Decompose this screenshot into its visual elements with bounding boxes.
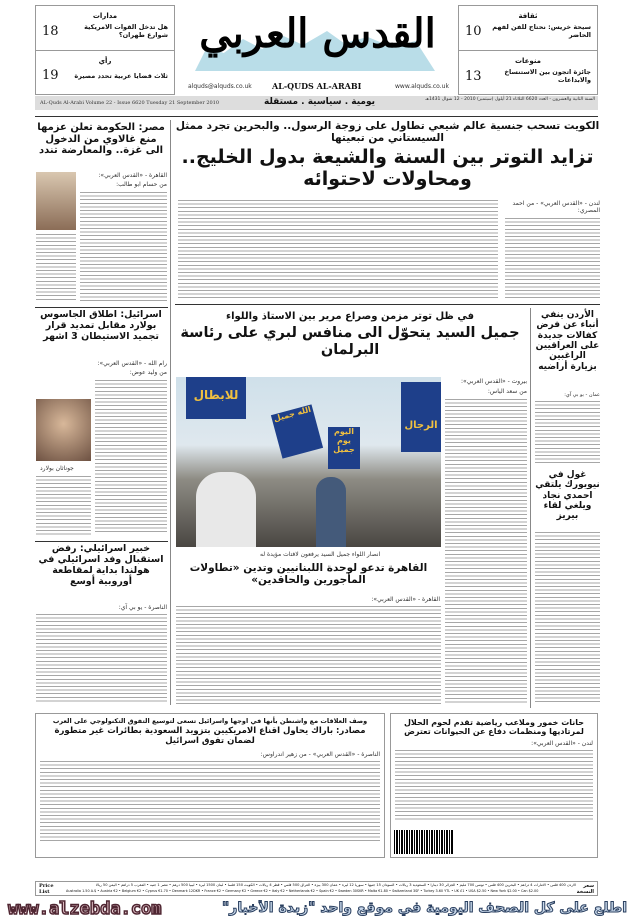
halal-story[interactable]: حانات خمور وملاعب رياضية تقدم لحوم الحلال لمرتاديها ومنظمات دفاع عن الحيوانات تعترض لندن - «القدس العربي»: — [390, 713, 598, 858]
teaser-opinion[interactable]: رأي 19 ثلاث قضايا عربية تحدد مصيرة — [42, 57, 168, 83]
banner-text[interactable]: اطلع على كل الصحف اليومية في موقع واحد "زبدة الأخبار" — [221, 900, 627, 916]
pollard-photo — [36, 399, 91, 461]
logo: القدس العربي — [180, 3, 455, 79]
teasers-right — [458, 5, 598, 95]
email-link[interactable]: alquds@alquds.co.uk — [188, 83, 252, 90]
lebanon-photo: للابطال الله جميل اليوم يوم جميل الرجال — [176, 377, 441, 547]
teaser-culture[interactable]: ثقافة 10 سيحة خريس: نحتاج للفن لفهم الحاضر — [459, 6, 597, 51]
barak-story[interactable]: وصف العلاقات مع واشنطن بأنها في اوجها واسرائيل تسعى لتوسيع التفوق التكنولوجي على العرب مصادر: باراك يحاول اقناع الامريكيين بتزويد السعودية بطائرات غير متطورة لضمان تفوق اسرائيل الناصرة - «القدس العربي» - من زهير اندراوس: — [35, 713, 385, 858]
rule — [35, 116, 598, 117]
logo-english: AL-QUDS AL-ARABI — [272, 81, 362, 91]
price-list: Price List الاردن 400 فلس • الامارات 4 دراهم • البحرين 400 فلس • تونس 700 مليم • الجزائر 30 دينارا • السعودية 3 ريالات • السودان 15 جنيها • سوريا 12 ليرة • عمان 300 بيزة • العراق 500 فلس • قطر 4 ريالات • الكويت 150 فلسا • لبنان 1500 ليرة • ليبيا 500 درهم • مصر 1 جنيه • المغرب 5 دراهم • اليمن 50 ريالا Australia 1.50 A.$ • Austria €2 • Belgium €2 • Cyprus €1.70 • Denmark 12DKR • France €2 • Germany €2 • Greece €2 • Italy €2 • Netherlands €2 • Spain €2 • Sweden 30SKR • Malta €1.80 • Switzerland 3SF • Turkey 3.60 YTL • UK £1 • USA $2.50 • New York $2.00 • Can $2.00 سعر النسخة — [35, 881, 598, 896]
egypt-body-2 — [36, 234, 76, 302]
teasers-left — [35, 5, 175, 95]
teaser-madarat[interactable]: مدارات 18 هل تدخل القوات الامريكية شوارع طهران؟ — [36, 6, 174, 51]
egypt-body — [80, 192, 167, 302]
lead-body-right — [505, 218, 600, 298]
website-link[interactable]: www.alquds.co.uk — [395, 83, 449, 90]
lead-body — [178, 200, 498, 298]
barcode — [394, 830, 454, 854]
banner-url[interactable]: www.alzebda.com — [8, 899, 162, 919]
galloway-photo — [36, 172, 76, 230]
teaser-misc[interactable]: منوعات 13 جائزة اتجون بين الاستنساخ والابداعات — [465, 57, 591, 84]
